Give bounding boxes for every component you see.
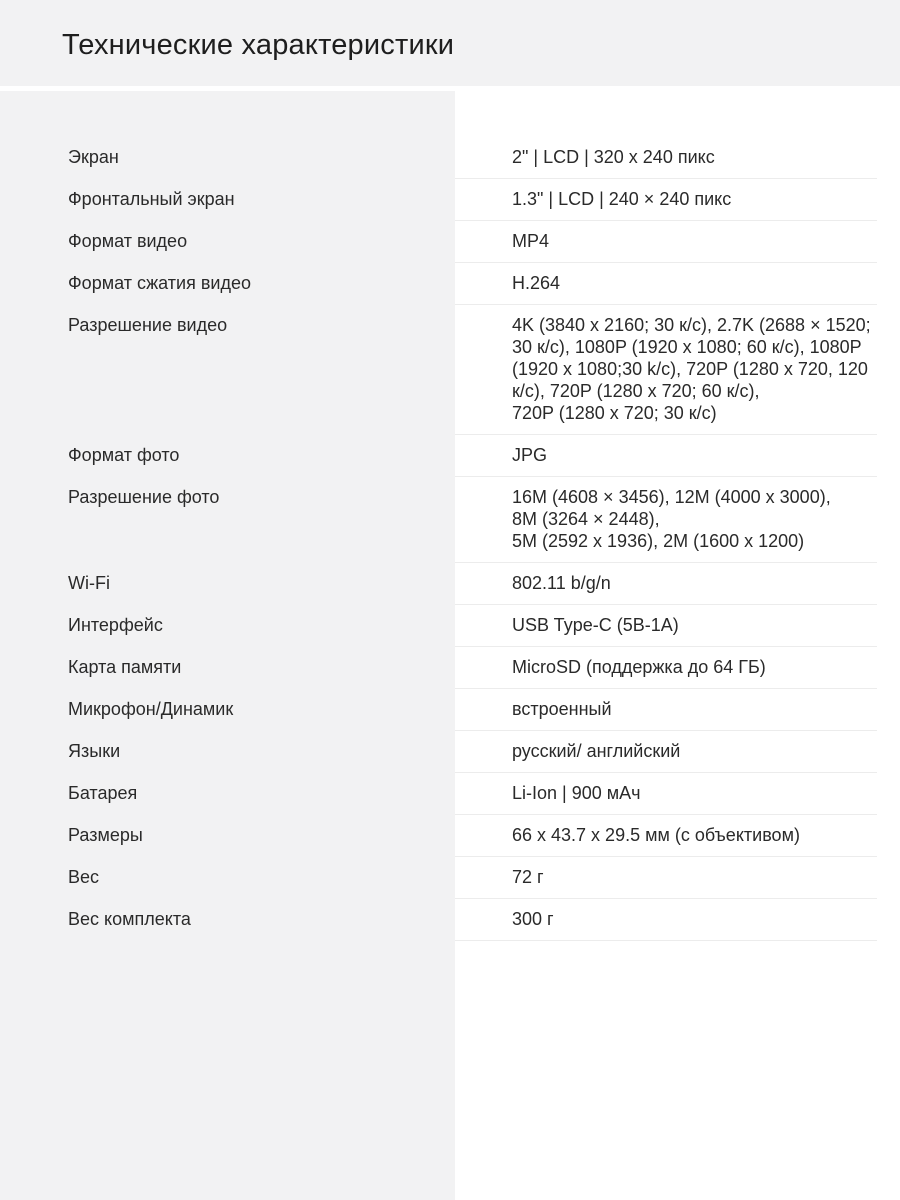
spec-label: Языки [68,741,121,761]
spec-value: 802.11 b/g/n [455,563,877,605]
spec-row-video-format [0,221,900,263]
spec-label: Карта памяти [68,657,182,677]
spec-value: JPG [455,435,877,477]
spec-value: 2" | LCD | 320 х 240 пикс [455,137,877,179]
spec-value: 66 х 43.7 х 29.5 мм (с объективом) [455,815,877,857]
spec-value: 16M (4608 × 3456), 12M (4000 х 3000), 8M (3264 × 2448), 5M (2592 х 1936), 2M (1600 х 1200) [455,477,877,563]
spec-row-languages [0,731,900,773]
spec-value: встроенный [455,689,877,731]
spec-label: Wi-Fi [68,573,110,593]
spec-label: Формат фото [68,445,180,465]
spec-label: Формат видео [68,231,188,251]
spec-row-wifi [0,563,900,605]
spec-row-photo-format [0,435,900,477]
spec-label: Экран [68,147,119,167]
spec-value: USB Type-C (5B-1A) [455,605,877,647]
spec-value: MicroSD (поддержка до 64 ГБ) [455,647,877,689]
spec-value: Li-Ion | 900 мАч [455,773,877,815]
spec-row-photo-resolution [0,477,900,563]
spec-row-front-screen [0,179,900,221]
spec-label: Разрешение фото [68,487,220,507]
spec-label: Вес [68,867,100,887]
page-title: Технические характеристики [62,29,455,61]
spec-label: Формат сжатия видео [68,273,251,293]
spec-label: Размеры [68,825,143,845]
spec-value: 4K (3840 х 2160; 30 к/с), 2.7K (2688 × 1520; 30 к/с), 1080P (1920 х 1080; 60 к/с), 1080P (1920 х 1080;30 k/с), 720P (1280 х 720, 120 к/с), 720P (1280 х 720; 60 к/с), 720P (1280 х 720; 30 к/с) [455,305,877,435]
spec-label: Фронтальный экран [68,189,235,209]
spec-label: Вес комплекта [68,909,191,929]
spec-row-kit-weight [0,899,900,941]
spec-label: Разрешение видео [68,315,228,335]
spec-row-dimensions [0,815,900,857]
spec-row-battery [0,773,900,815]
page-header [0,0,900,86]
spec-row-video-resolution [0,305,900,435]
spec-row-memory-card [0,647,900,689]
spec-row-weight [0,857,900,899]
spec-row-interface [0,605,900,647]
spec-label: Микрофон/Динамик [68,699,234,719]
spec-label: Батарея [68,783,138,803]
spec-value: 1.3" | LCD | 240 × 240 пикс [455,179,877,221]
spec-row-video-codec [0,263,900,305]
spec-value: MP4 [455,221,877,263]
spec-value: 300 г [455,899,877,941]
spec-row-screen [0,137,900,179]
spec-value: 72 г [455,857,877,899]
spec-row-microphone-speaker [0,689,900,731]
spec-value: H.264 [455,263,877,305]
specs-table [0,137,900,941]
spec-label: Интерфейс [68,615,163,635]
spec-value: русский/ английский [455,731,877,773]
